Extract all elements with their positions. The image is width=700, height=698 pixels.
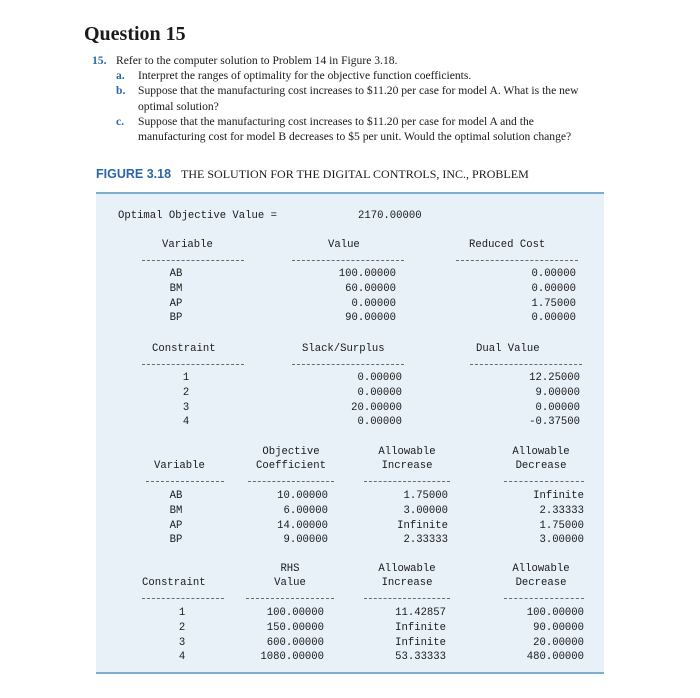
objective-ranging-row-allowable-decrease: 1.75000 (539, 519, 584, 532)
constraint-row-slack-surplus: 0.00000 (357, 386, 402, 399)
objective-ranging-row-objective-coefficient: 6.00000 (283, 504, 328, 517)
rhs-ranging-row-rhs-value: 1080.00000 (260, 651, 324, 664)
constraints-header-slack: Slack/Surplus (302, 343, 385, 355)
variables-header-variable: Variable (162, 239, 213, 251)
divider (248, 481, 334, 482)
constraint-row-constraint: 4 (182, 416, 190, 429)
rhs-ranging-row-constraint: 4 (178, 651, 186, 664)
rhs-ranging-row-constraint: 1 (178, 607, 186, 619)
ranging-header-allowable-increase-2: Increase (381, 460, 433, 472)
variables-header-value: Value (328, 239, 360, 251)
objective-ranging-row-objective-coefficient: 10.00000 (277, 490, 328, 502)
variables-header-reduced-cost: Reduced Cost (469, 239, 546, 251)
divider (142, 364, 244, 365)
ranging-header-allowable-decrease-1: Allowable (512, 446, 570, 458)
part-b-letter: b. (116, 84, 126, 98)
divider (504, 598, 584, 599)
rhs-ranging-row-allowable-decrease: 90.00000 (533, 621, 584, 634)
divider (292, 364, 404, 365)
rhs-ranging-row-allowable-increase: 53.33333 (395, 651, 446, 664)
rhs-ranging-row-constraint: 3 (178, 636, 186, 649)
constraint-row-slack-surplus: 0.00000 (357, 372, 402, 384)
constraint-row-dual-value: -0.37500 (529, 416, 580, 429)
part-b-text: Suppose that the manufacturing cost increases to $11.20 per case for model A. What is the new optimal solution? (138, 84, 579, 113)
rhs-ranging-row-constraint: 2 (178, 621, 186, 634)
objective-ranging-row-variable: BP (169, 534, 183, 547)
objective-label: Optimal Objective Value = (118, 210, 277, 222)
part-c (92, 114, 604, 144)
variable-row-reduced-cost: 0.00000 (531, 312, 576, 325)
rhs-ranging-row-rhs-value: 600.00000 (266, 636, 324, 649)
part-a (92, 68, 604, 83)
solution-output-panel (96, 192, 604, 674)
rhs-ranging-row-rhs-value: 100.00000 (266, 607, 324, 619)
variable-row-reduced-cost: 0.00000 (531, 282, 576, 295)
divider (142, 598, 224, 599)
objective-ranging-row-variable: AB (169, 490, 183, 502)
variable-row-reduced-cost: 0.00000 (531, 268, 576, 280)
constraint-row-dual-value: 0.00000 (535, 401, 580, 414)
divider (292, 260, 404, 261)
ranging-header-coefficient: Coefficient (256, 460, 326, 472)
ranging-header-variable: Variable (154, 460, 205, 472)
rhs-ranging-row-allowable-decrease: 100.00000 (526, 607, 584, 619)
objective-ranging-row-allowable-increase: 1.75000 (403, 490, 448, 502)
rhs-ranging-row-allowable-increase: 11.42857 (395, 607, 446, 619)
variable-row-value: 60.00000 (345, 282, 396, 295)
rhs-ranging-row-rhs-value: 150.00000 (266, 621, 324, 634)
variable-row-reduced-cost: 1.75000 (531, 297, 576, 310)
question-title: Question 15 (84, 23, 186, 45)
rhs-header-allowable-decrease-1: Allowable (512, 563, 570, 575)
rhs-header-allowable-decrease-2: Decrease (515, 577, 567, 589)
constraint-row-slack-surplus: 20.00000 (351, 401, 402, 414)
constraint-row-constraint: 2 (182, 386, 190, 399)
divider (246, 598, 334, 599)
problem-text (92, 53, 604, 144)
rhs-header-allowable-increase-2: Increase (381, 577, 433, 589)
objective-ranging-row-variable: AP (169, 519, 183, 532)
rhs-header-value: Value (274, 577, 306, 589)
objective-ranging-row-allowable-decrease: 2.33333 (539, 504, 584, 517)
variable-row-value: 90.00000 (345, 312, 396, 325)
constraint-row-dual-value: 9.00000 (535, 386, 580, 399)
constraint-row-constraint: 1 (182, 372, 190, 384)
ranging-header-allowable-increase-1: Allowable (378, 446, 436, 458)
divider (142, 260, 244, 261)
divider (456, 260, 578, 261)
variable-row-variable: BM (169, 282, 183, 295)
ranging-header-objective: Objective (262, 446, 320, 458)
variable-row-variable: AB (169, 268, 183, 280)
constraint-row-constraint: 3 (182, 401, 190, 414)
figure-title: THE SOLUTION FOR THE DIGITAL CONTROLS, INC., PROBLEM (181, 167, 529, 181)
divider (364, 598, 450, 599)
divider (364, 481, 450, 482)
objective-ranging-row-allowable-decrease: 3.00000 (539, 534, 584, 547)
part-a-letter: a. (116, 69, 125, 83)
variable-row-value: 0.00000 (351, 297, 396, 310)
figure-label: FIGURE 3.18 (96, 167, 172, 181)
variable-row-value: 100.00000 (338, 268, 396, 280)
objective-ranging-row-allowable-decrease: Infinite (533, 490, 584, 502)
divider (146, 481, 224, 482)
objective-ranging-row-objective-coefficient: 14.00000 (277, 519, 328, 532)
part-b (92, 83, 604, 113)
rhs-ranging-row-allowable-decrease: 20.00000 (533, 636, 584, 649)
rhs-ranging-row-allowable-increase: Infinite (395, 621, 446, 634)
rhs-ranging-row-allowable-increase: Infinite (395, 636, 446, 649)
problem-stem: Refer to the computer solution to Problem 14 in Figure 3.18. (116, 54, 398, 67)
constraint-row-slack-surplus: 0.00000 (357, 416, 402, 429)
rhs-ranging-row-allowable-decrease: 480.00000 (526, 651, 584, 664)
rhs-header-constraint: Constraint (142, 577, 206, 589)
part-a-text: Interpret the ranges of optimality for the objective function coefficients. (138, 69, 472, 83)
objective-ranging-row-objective-coefficient: 9.00000 (283, 534, 328, 547)
rhs-header-allowable-increase-1: Allowable (378, 563, 436, 575)
constraints-header-constraint: Constraint (152, 343, 216, 355)
objective-ranging-row-allowable-increase: Infinite (397, 519, 448, 532)
objective-value: 2170.00000 (358, 210, 422, 222)
objective-ranging-row-allowable-increase: 2.33333 (403, 534, 448, 547)
part-c-text: Suppose that the manufacturing cost increases to $11.20 per case for model A and the manufacturing cost for model B decreases to $5 per unit. Would the optimal solution change? (138, 114, 572, 144)
rhs-header-rhs: RHS (280, 563, 300, 575)
constraint-row-dual-value: 12.25000 (529, 372, 580, 384)
objective-ranging-row-variable: BM (169, 504, 183, 517)
ranging-header-allowable-decrease-2: Decrease (515, 460, 567, 472)
part-c-letter: c. (116, 114, 125, 128)
constraints-header-dual: Dual Value (476, 343, 540, 355)
variable-row-variable: BP (169, 312, 183, 325)
figure-caption (96, 167, 529, 182)
objective-ranging-row-allowable-increase: 3.00000 (403, 504, 448, 517)
divider (470, 364, 582, 365)
problem-number: 15. (92, 54, 107, 67)
variable-row-variable: AP (169, 297, 183, 310)
divider (504, 481, 584, 482)
